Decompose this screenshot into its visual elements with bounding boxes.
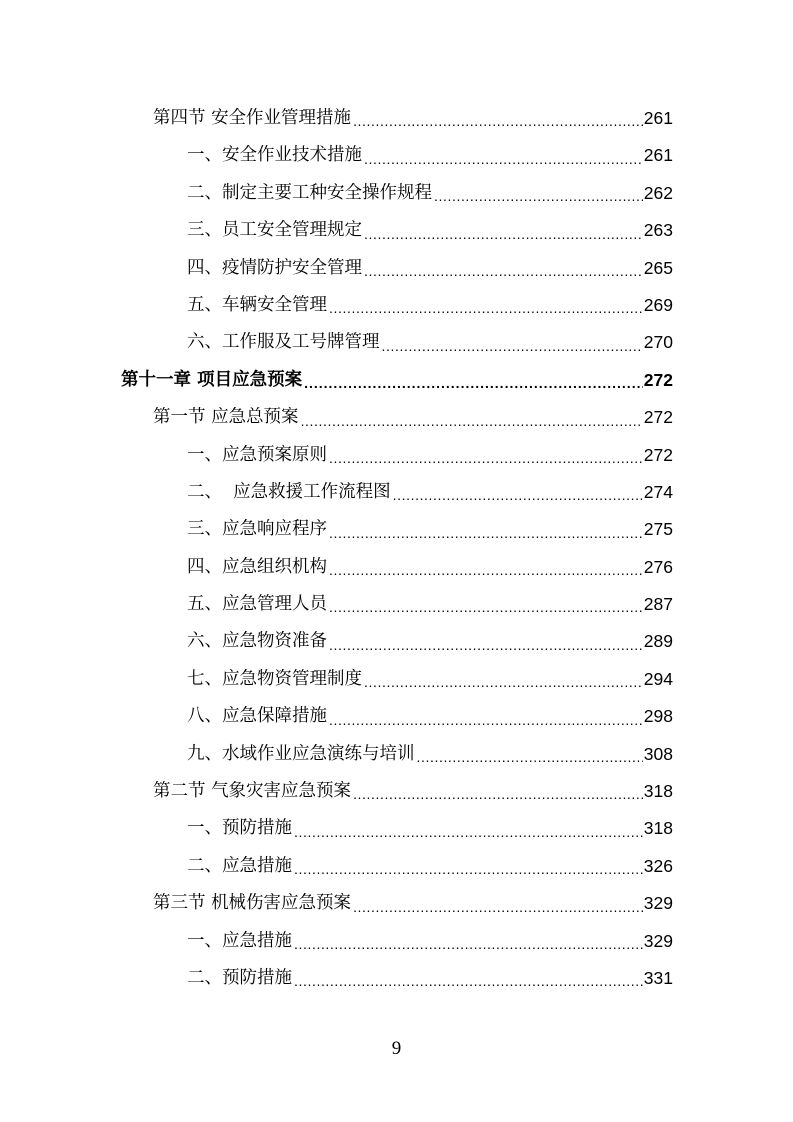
toc-entry[interactable] xyxy=(187,848,673,885)
toc-entry-page: 287 xyxy=(643,594,673,615)
toc-leader-dots xyxy=(329,586,643,623)
toc-chapter-title: 第十一章 项目应急预案 xyxy=(121,369,303,390)
toc-entry-title: 第三节 机械伤害应急预案 xyxy=(153,893,352,914)
toc-entry[interactable] xyxy=(187,212,673,249)
toc-entry-page: 308 xyxy=(643,743,673,764)
toc-entry-page: 262 xyxy=(643,182,673,203)
toc-entry[interactable] xyxy=(187,736,673,773)
toc-entry[interactable] xyxy=(187,698,673,735)
toc-entry[interactable] xyxy=(187,137,673,174)
toc-entry[interactable] xyxy=(153,100,673,137)
toc-entry[interactable] xyxy=(153,399,673,436)
toc-entry-title: 二、 应急救援工作流程图 xyxy=(187,481,391,502)
toc-entry[interactable] xyxy=(187,960,673,997)
toc-leader-dots xyxy=(364,212,643,249)
toc-entry-page: 329 xyxy=(643,893,673,914)
toc-entry[interactable] xyxy=(187,511,673,548)
toc-entry-title: 四、疫情防护安全管理 xyxy=(187,257,362,278)
toc-entry-page: 326 xyxy=(643,855,673,876)
toc-leader-dots xyxy=(329,511,643,548)
toc-leader-dots xyxy=(364,661,643,698)
toc-leader-dots xyxy=(364,250,643,287)
toc-entry-page: 270 xyxy=(643,332,673,353)
toc-leader-dots xyxy=(434,175,643,212)
toc-entry-page: 265 xyxy=(643,257,673,278)
toc-entry[interactable] xyxy=(153,885,673,922)
toc-entry-page: 289 xyxy=(643,631,673,652)
toc-entry-title: 一、预防措施 xyxy=(187,818,292,839)
toc-entry-title: 五、应急管理人员 xyxy=(187,594,327,615)
toc-leader-dots xyxy=(329,437,643,474)
toc-chapter-entry[interactable] xyxy=(121,362,673,399)
toc-entry-title: 一、安全作业技术措施 xyxy=(187,145,362,166)
toc-entry-page: 318 xyxy=(643,818,673,839)
toc-entry-title: 二、制定主要工种安全操作规程 xyxy=(187,182,432,203)
toc-entry[interactable] xyxy=(187,324,673,361)
toc-entry-title: 三、应急响应程序 xyxy=(187,519,327,540)
toc-entry-page: 318 xyxy=(643,781,673,802)
toc-leader-dots xyxy=(329,287,643,324)
toc-entry-page: 272 xyxy=(643,369,673,390)
toc-entry[interactable] xyxy=(187,586,673,623)
toc-entry-title: 第一节 应急总预案 xyxy=(153,407,299,428)
toc-entry[interactable] xyxy=(187,810,673,847)
toc-entry-page: 274 xyxy=(643,481,673,502)
toc-entry[interactable] xyxy=(187,287,673,324)
toc-leader-dots xyxy=(294,923,643,960)
toc-leader-dots xyxy=(329,549,643,586)
toc-entry[interactable] xyxy=(187,549,673,586)
toc-entry[interactable] xyxy=(187,474,673,511)
toc-leader-dots xyxy=(301,399,643,436)
toc-leader-dots xyxy=(329,623,643,660)
toc-leader-dots xyxy=(329,698,643,735)
toc-leader-dots xyxy=(353,100,643,137)
toc-leader-dots xyxy=(294,810,643,847)
toc-entry-page: 331 xyxy=(643,967,673,988)
toc-entry-page: 298 xyxy=(643,706,673,727)
toc-leader-dots xyxy=(294,848,643,885)
toc-entry-page: 272 xyxy=(643,407,673,428)
toc-leader-dots xyxy=(364,137,643,174)
toc-entry-page: 263 xyxy=(643,220,673,241)
toc-entry[interactable] xyxy=(187,923,673,960)
toc-entry-page: 329 xyxy=(643,930,673,951)
toc-leader-dots xyxy=(304,362,643,399)
toc-leader-dots xyxy=(294,960,643,997)
toc-entry-title: 八、应急保障措施 xyxy=(187,706,327,727)
toc-entry[interactable] xyxy=(153,773,673,810)
toc-leader-dots xyxy=(382,324,643,361)
toc-entry-title: 七、应急物资管理制度 xyxy=(187,668,362,689)
toc-entry-title: 第四节 安全作业管理措施 xyxy=(153,108,352,128)
toc-entry[interactable] xyxy=(187,661,673,698)
toc-entry[interactable] xyxy=(187,175,673,212)
toc-entry-title: 五、车辆安全管理 xyxy=(187,294,327,315)
toc-entry-title: 二、预防措施 xyxy=(187,967,292,988)
toc-entry-title: 一、应急预案原则 xyxy=(187,444,327,465)
toc-leader-dots xyxy=(417,736,643,773)
toc-entry[interactable] xyxy=(187,623,673,660)
page-number: 9 xyxy=(391,1038,402,1059)
toc-entry-title: 六、应急物资准备 xyxy=(187,631,327,652)
toc-entry[interactable] xyxy=(187,437,673,474)
toc-entry-page: 272 xyxy=(643,444,673,465)
toc-entry-title: 九、水域作业应急演练与培训 xyxy=(187,743,415,764)
toc-entry-page: 261 xyxy=(643,108,673,128)
toc-entry-page: 261 xyxy=(643,145,673,166)
toc-entry-title: 四、应急组织机构 xyxy=(187,556,327,577)
toc-entry-page: 276 xyxy=(643,556,673,577)
toc-entry-title: 六、工作服及工号牌管理 xyxy=(187,332,380,353)
toc-entry-page: 294 xyxy=(643,668,673,689)
toc-entry-page: 275 xyxy=(643,519,673,540)
toc-entry[interactable] xyxy=(187,250,673,287)
toc-leader-dots xyxy=(393,474,643,511)
toc-leader-dots xyxy=(353,773,643,810)
toc-leader-dots xyxy=(353,885,643,922)
toc-entry-title: 三、员工安全管理规定 xyxy=(187,220,362,241)
toc-entry-page: 269 xyxy=(643,294,673,315)
toc-entry-title: 一、应急措施 xyxy=(187,930,292,951)
table-of-contents xyxy=(0,100,793,997)
toc-entry-title: 第二节 气象灾害应急预案 xyxy=(153,781,352,802)
toc-entry-title: 二、应急措施 xyxy=(187,855,292,876)
